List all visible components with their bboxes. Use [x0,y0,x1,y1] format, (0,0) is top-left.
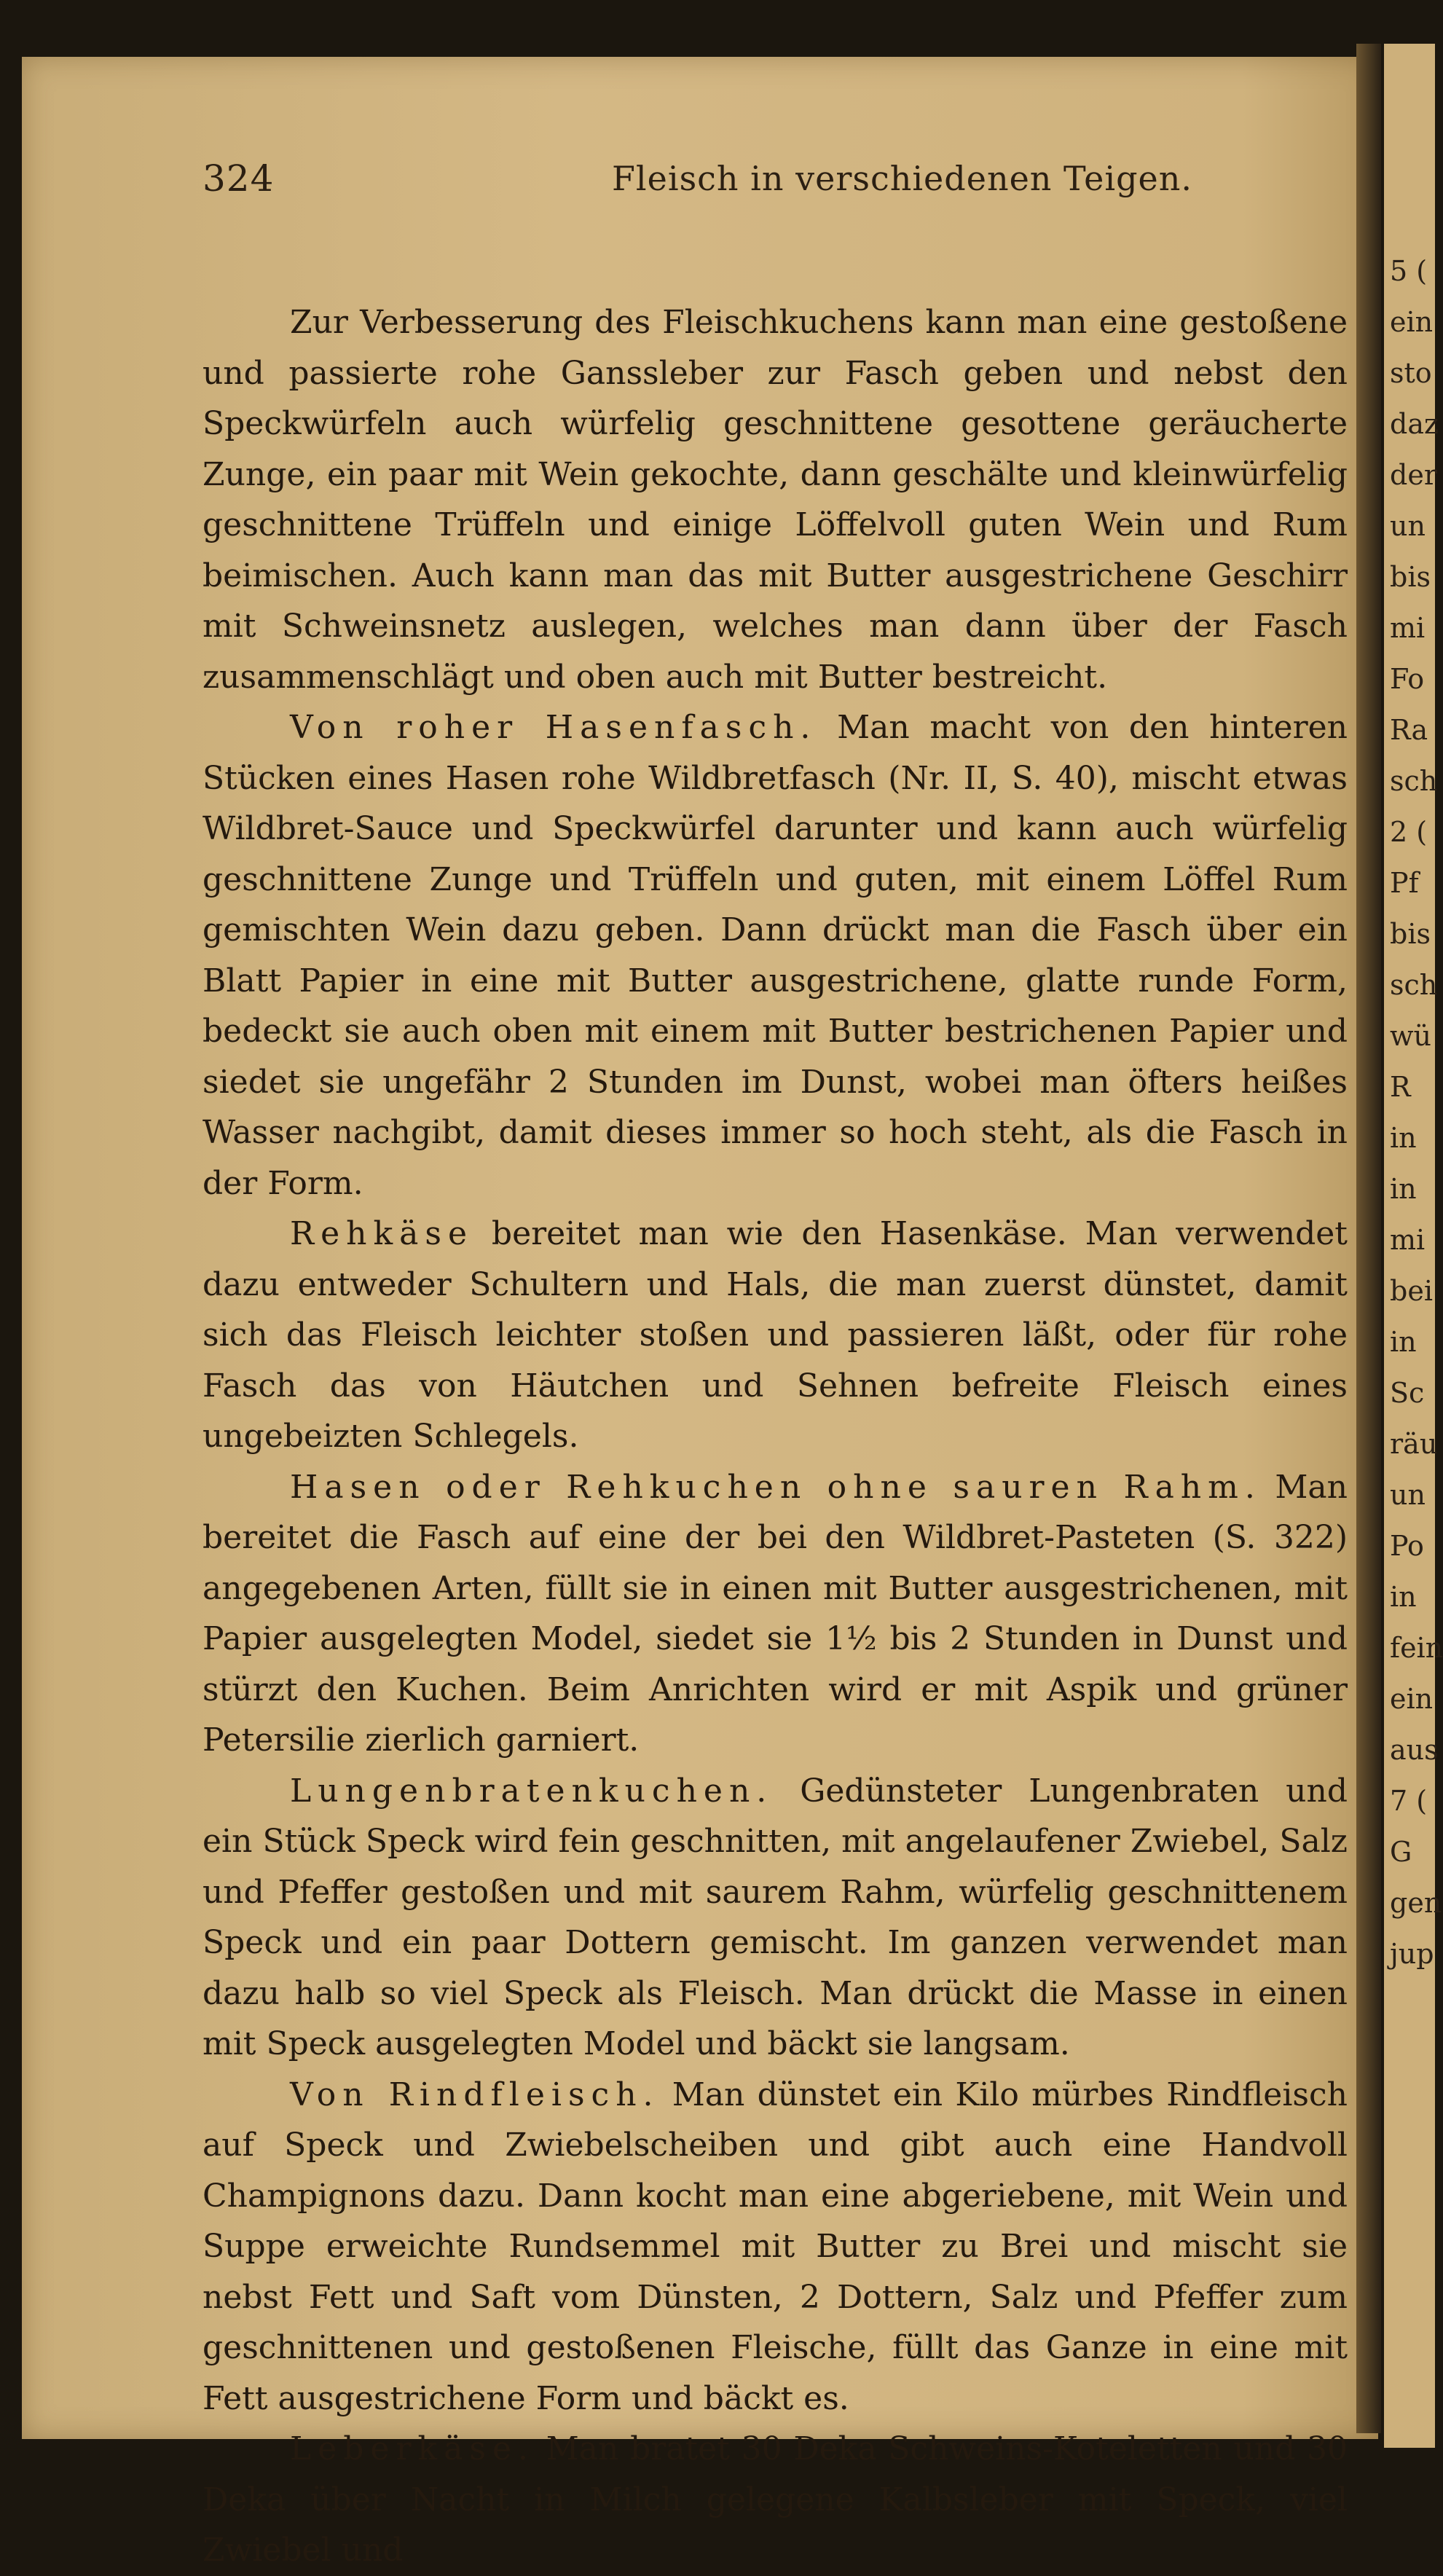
next-page-fragment: mi [1390,612,1426,644]
next-page-edge [1384,44,1443,2448]
recipe-title: Hasen oder Rehkuchen ohne sauren Rahm. [290,1468,1262,1506]
next-page-fragment: Fo [1390,663,1425,695]
paragraph-hasenfasch: Von roher Hasenfasch. Man macht von den hinteren Stücken eines Hasen rohe Wildbretfasch (Nr. II, S. 40), mischt etwas Wildbret-Sauce und Speckwürfel darunter und kann auch würfelig geschnittene Zunge und Trüffeln und guten, mit einem Löffel Rum gemischten Wein dazu geben. Dann drückt man die Fasch über ein Blatt Papier in eine mit Butter ausgestrichene, glatte runde Form, bedeckt sie auch oben mit einem mit Butter bestrichenen Papier und siedet sie ungefähr 2 Stunden im Dunst, wobei man öfters heißes Wasser nachgibt, damit dieses immer so hoch steht, als die Fasch in der Form. [203,709,1348,1202]
next-page-fragment: 2 ( [1390,816,1428,848]
recipe-title: Von Rindfleisch. [290,2076,660,2113]
next-page-fragment: Po [1390,1530,1424,1562]
next-page-fragment: sto [1390,357,1432,389]
paragraph-improvement: Zur Verbesserung des Fleischkuchens kann man eine gestoßene und passierte rohe Ganssleber zur Fasch geben und nebst den Speckwürfeln auch würfelig geschnittene gesottene geräucherte Zunge, ein paar mit Wein gekochte, dann geschälte und kleinwürfelig geschnittene Trüffeln und einige Löffelvoll guten Wein und Rum beimischen. Auch kann man das mit Butter ausgestrichene Geschirr mit Schweinsnetz auslegen, welches man dann über der Fasch zusammenschlägt und oben auch mit Butter bestreicht. [203,304,1348,696]
next-page-fragment: in [1390,1581,1417,1613]
paragraph-leberkaese: Leberkäse. Man bratet 30 Deka Schweins-Koteletten und 30 Deka über Nacht in Milch gelegene Kalbsleber mit Speck, viel Zwiebel und [203,2430,1348,2569]
next-page-fragment: Pf [1390,867,1419,899]
paragraph-lungenbratenkuchen: Lungenbratenkuchen. Gedünsteter Lungenbraten und ein Stück Speck wird fein geschnitten, mit angelaufener Zwiebel, Salz und Pfeffer gestoßen und mit saurem Rahm, würfelig geschnittenem Speck und ein paar Dottern gemischt. Im ganzen verwendet man dazu halb so viel Speck als Fleisch. Man drückt die Masse in einen mit Speck ausgelegten Model und bäckt sie langsam. [203,1772,1348,2062]
next-page-fragment: gen [1390,1887,1442,1919]
next-page-fragment: R [1390,1071,1411,1103]
next-page-fragment: G [1390,1836,1412,1868]
next-page-fragment: in [1390,1326,1417,1358]
page-heading: Fleisch in verschiedenen Teigen. [612,159,1192,198]
next-page-fragment: aus [1390,1734,1439,1766]
next-page-fragment: un [1390,510,1426,542]
next-page-fragment: räu [1390,1428,1438,1460]
next-page-fragment: jup [1390,1938,1434,1970]
next-page-fragment: 5 ( [1390,255,1428,287]
next-page-fragment: bis [1390,561,1431,593]
next-page-fragment: daz [1390,408,1439,440]
next-page-fragment: fein [1390,1632,1443,1664]
paragraph-rindfleisch: Von Rindfleisch. Man dünstet ein Kilo mürbes Rindfleisch auf Speck und Zwiebelscheiben und gibt auch eine Handvoll Champignons dazu. Dann kocht man eine abgeriebene, mit Wein und Suppe erweichte Rundsemmel mit Butter zu Brei und mischt sie nebst Fett und Saft vom Dünsten, 2 Dottern, Salz und Pfeffer zum geschnittenen und gestoßenen Fleische, füllt das Ganze in eine mit Fett ausgestrichene Form und bäckt es. [203,2076,1348,2417]
book-page [22,57,1378,2569]
book-gutter [1356,44,1381,2433]
paragraph-rehkaese: Rehkäse bereitet man wie den Hasenkäse. Man verwendet dazu entweder Schultern und Hals, die man zuerst dünstet, damit sich das Fleisch leichter stoßen und passieren läßt, oder für rohe Fasch das von Häutchen und Sehnen befreite Fleisch eines ungebeizten Schlegels. [203,1215,1348,1455]
page-number: 324 [203,157,275,200]
next-page-fragment: Ra [1390,714,1428,746]
next-page-fragment: un [1390,1479,1426,1511]
next-page-fragment: ein [1390,306,1434,338]
next-page-fragment: Sc [1390,1377,1425,1409]
next-page-fragment: mi [1390,1224,1426,1256]
next-page-fragment: in [1390,1122,1417,1154]
next-page-fragment: sch [1390,969,1438,1001]
recipe-title: Rehkäse [290,1215,474,1252]
next-page-fragment: wü [1390,1020,1431,1052]
paragraph-hasen-rehkuchen: Hasen oder Rehkuchen ohne sauren Rahm. Man bereitet die Fasch auf eine der bei den Wildbret-Pasteten (S. 322) angegebenen Arten, füllt sie in einen mit Butter ausgestrichenen, mit Papier ausgelegten Model, siedet sie 1½ bis 2 Stunden in Dunst und stürzt den Kuchen. Beim Anrichten wird er mit Aspik und grüner Petersilie zierlich garniert. [203,1468,1348,1759]
next-page-fragment: in [1390,1173,1417,1205]
next-page-fragment: bei [1390,1275,1433,1307]
next-page-fragment: der [1390,459,1437,491]
next-page-fragment: bis [1390,918,1431,950]
recipe-title: Lungenbratenkuchen. [290,1772,774,1810]
recipe-title: Von roher Hasenfasch. [290,709,817,746]
body-text [203,297,1348,2576]
next-page-fragment: ein [1390,1683,1434,1715]
next-page-fragment: sch [1390,765,1438,797]
running-head [22,57,1378,200]
next-page-fragment: 7 ( [1390,1785,1428,1817]
recipe-title: Leberkäse. [290,2430,535,2467]
